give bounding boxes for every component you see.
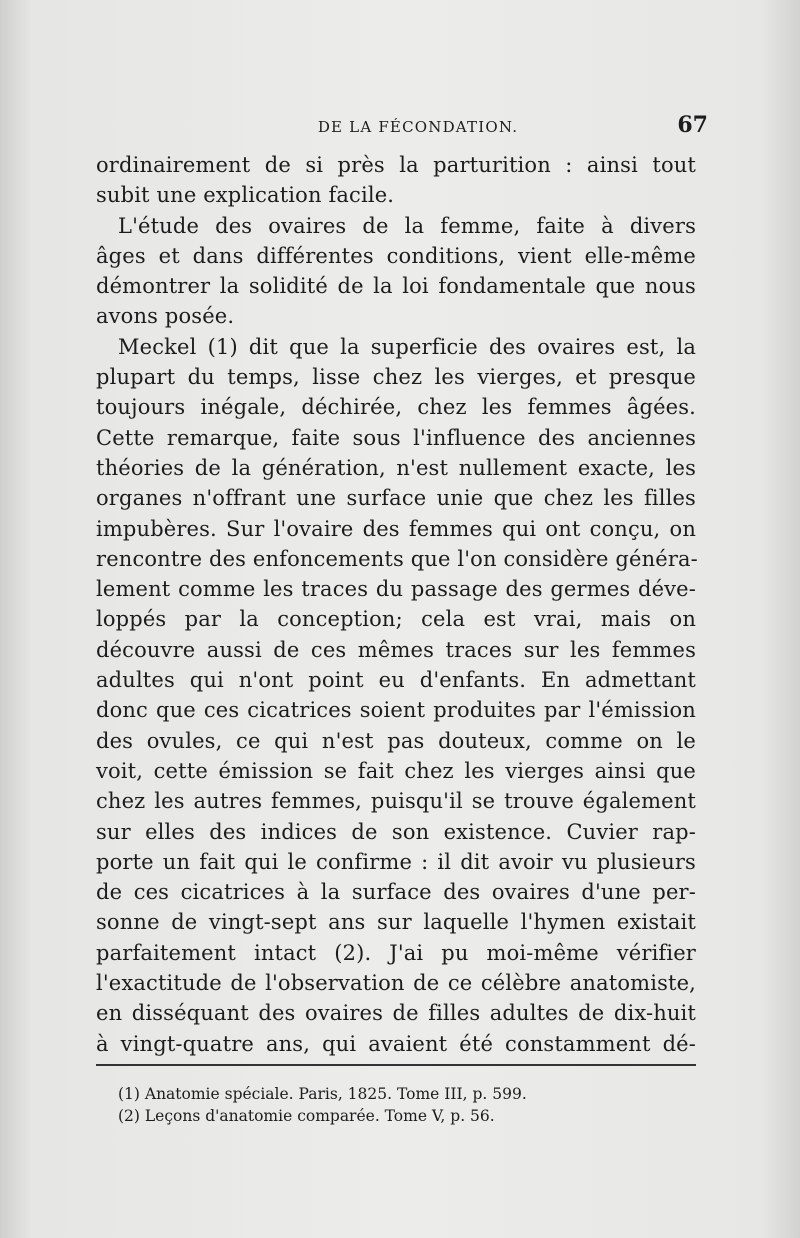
page-number: 67 xyxy=(677,112,708,138)
footnote-2: (2) Leçons d'anatomie comparée. Tome V, p. 56. xyxy=(118,1107,495,1125)
text-line: l'exactitude de l'observation de ce célèbre anatomiste, xyxy=(96,971,696,996)
text-line: plupart du temps, lisse chez les vierges, et presque xyxy=(96,365,696,390)
text-line: avons posée. xyxy=(96,304,235,329)
text-line: loppés par la conception; cela est vrai, mais on xyxy=(96,607,696,632)
body-text xyxy=(96,150,696,1059)
text-line: adultes qui n'ont point eu d'enfants. En admettant xyxy=(96,668,696,693)
text-line: démontrer la solidité de la loi fondamentale que nous xyxy=(96,274,696,299)
text-line: donc que ces cicatrices soient produites par l'émission xyxy=(96,698,696,723)
text-line: impubères. Sur l'ovaire des femmes qui ont conçu, on xyxy=(96,516,696,541)
text-line: parfaitement intact (2). J'ai pu moi-même vérifier xyxy=(96,940,696,965)
running-head xyxy=(96,112,708,142)
text-line: à vingt-quatre ans, qui avaient été constamment dé- xyxy=(96,1031,696,1056)
text-line: organes n'offrant une surface unie que chez les filles xyxy=(96,486,696,511)
text-line: voit, cette émission se fait chez les vierges ainsi que xyxy=(96,758,696,783)
text-line: des ovules, ce qui n'est pas douteux, comme on le xyxy=(96,728,696,753)
footnote-1: (1) Anatomie spéciale. Paris, 1825. Tome III, p. 599. xyxy=(118,1085,527,1103)
text-line: ordinairement de si près la parturition : ainsi tout xyxy=(96,153,696,177)
footnotes xyxy=(118,1083,527,1127)
running-title: DE LA FÉCONDATION. xyxy=(317,118,519,136)
text-line: rencontre des enfoncements que l'on considère généra- xyxy=(96,546,698,571)
text-line: sur elles des indices de son existence. Cuvier rap- xyxy=(96,819,696,844)
text-line: de ces cicatrices à la surface des ovaires d'une per- xyxy=(96,880,696,905)
text-line: Cette remarque, faite sous l'influence des anciennes xyxy=(96,425,696,450)
text-line: âges et dans différentes conditions, vient elle-même xyxy=(96,243,696,268)
footnote-separator xyxy=(96,1064,696,1066)
text-line: chez les autres femmes, puisqu'il se trouve également xyxy=(96,789,696,814)
text-line: toujours inégale, déchirée, chez les femmes âgées. xyxy=(96,395,696,420)
text-line: lement comme les traces du passage des germes déve- xyxy=(96,577,696,602)
text-line: en disséquant des ovaires de filles adultes de dix-huit xyxy=(96,1001,696,1026)
text-line: découvre aussi de ces mêmes traces sur les femmes xyxy=(96,637,696,662)
text-line: Meckel (1) dit que la superficie des ovaires est, la xyxy=(118,334,696,359)
text-line: porte un fait qui le confirme : il dit avoir vu plusieurs xyxy=(96,849,696,874)
text-line: théories de la génération, n'est nullement exacte, les xyxy=(96,455,696,480)
text-line: subit une explication facile. xyxy=(96,183,395,208)
text-line: sonne de vingt-sept ans sur laquelle l'hymen existait xyxy=(96,910,696,935)
text-line: L'étude des ovaires de la femme, faite à divers xyxy=(118,213,696,238)
